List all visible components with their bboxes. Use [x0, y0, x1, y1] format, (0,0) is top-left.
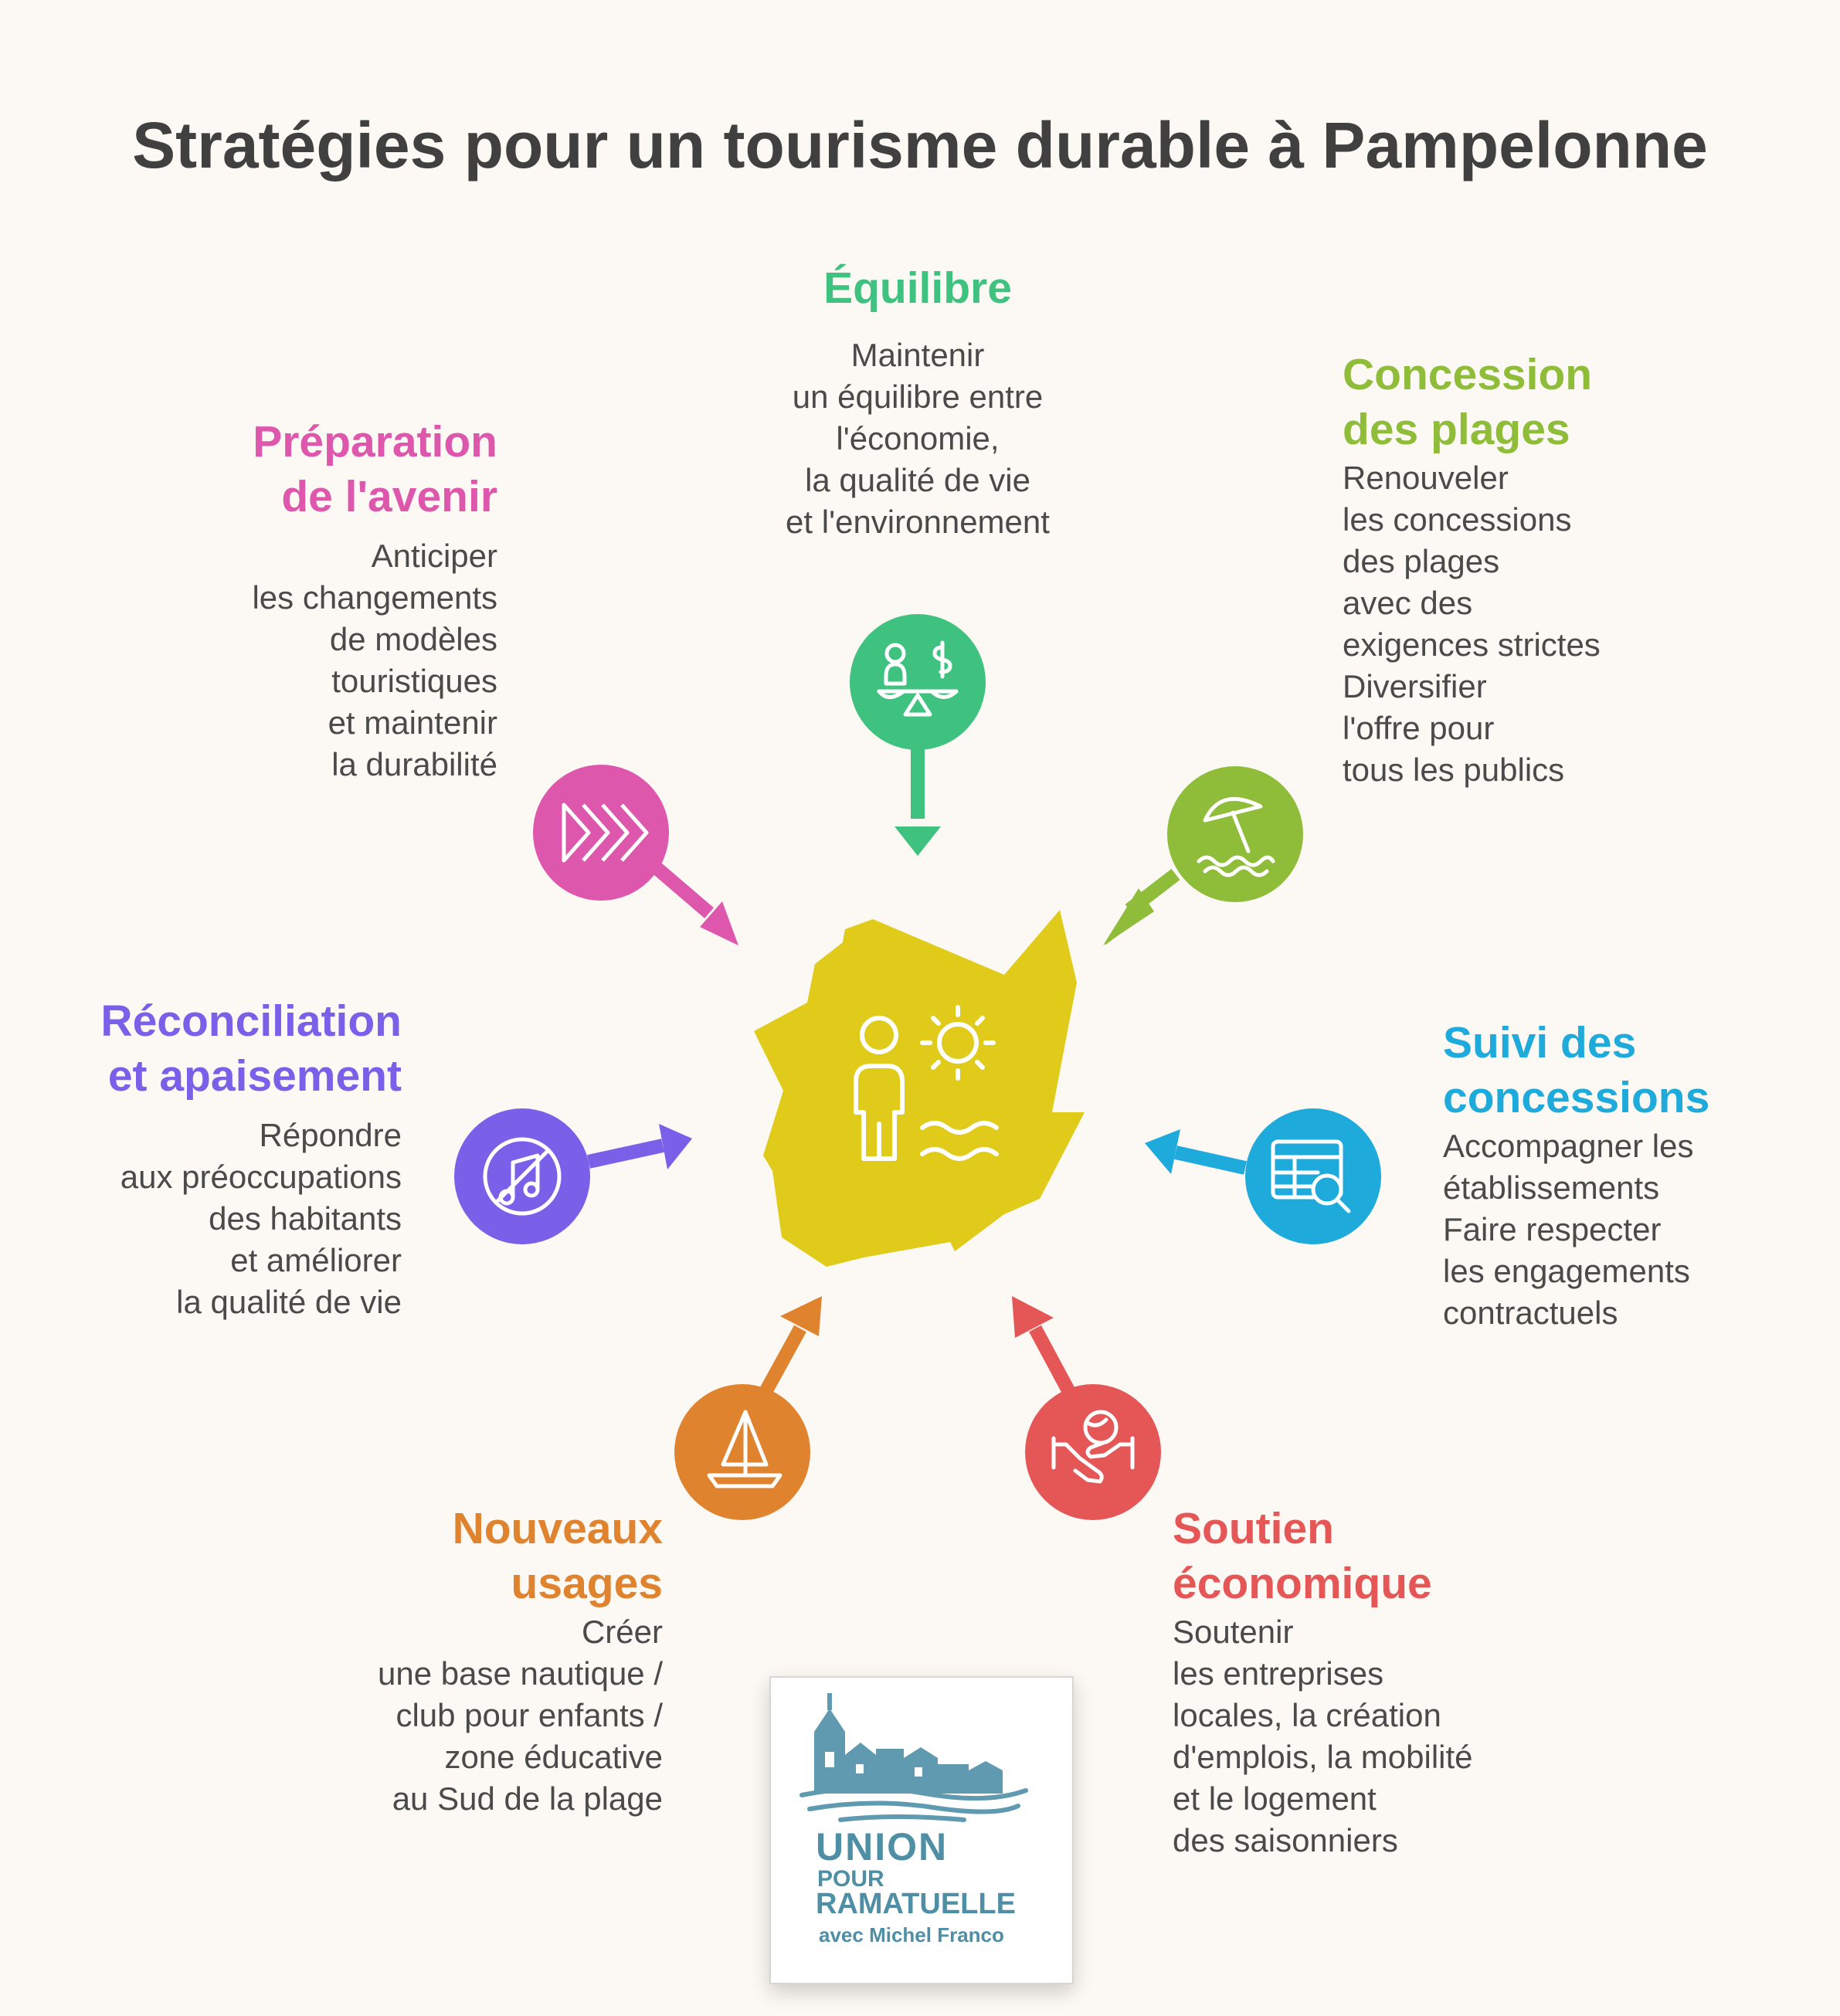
concession-circle[interactable]: [1167, 766, 1303, 902]
preparation-circle[interactable]: [533, 765, 669, 901]
logo-line-pour: POUR: [817, 1866, 884, 1892]
equilibre-description: Maintenir un équilibre entre l'économie, la qualité de vie et l'environnement: [786, 337, 1050, 540]
soutien-description: Soutenir les entreprises locales, la création d'emplois, la mobilité et le logement des saisonniers: [1173, 1614, 1473, 1858]
equilibre-title: Équilibre: [823, 263, 1012, 313]
soutien-title: Soutien économique: [1173, 1504, 1432, 1608]
arrow-nouveaux: [766, 1296, 822, 1390]
nouveaux-description: Créer une base nautique / club pour enfants / zone éducative au Sud de la plage: [378, 1614, 663, 1817]
logo-line-ramatuelle: RAMATUELLE: [816, 1888, 1016, 1920]
strategy-concession: [1343, 348, 1744, 791]
suivi-circle[interactable]: [1245, 1108, 1381, 1244]
union-pour-ramatuelle-logo: [769, 1676, 1074, 1984]
strategy-preparation: [154, 415, 497, 786]
suivi-description: Accompagner les établissements Faire respecter les engagements contractuels: [1443, 1128, 1694, 1331]
strategy-suivi: [1443, 1016, 1814, 1334]
suivi-title: Suivi des concessions: [1443, 1018, 1710, 1122]
logo-line-union: UNION: [816, 1825, 949, 1868]
arrow-suivi: [1145, 1129, 1245, 1174]
concession-title: Concession des plages: [1343, 350, 1593, 454]
strategy-equilibre: [725, 261, 1111, 543]
arrow-reconciliation: [589, 1124, 692, 1169]
strategy-reconciliation: [62, 994, 402, 1323]
village-church-logo-icon: [771, 1678, 1072, 1824]
page-title: Stratégies pour un tourisme durable à Pampelonne: [132, 109, 1708, 182]
arrow-concession: [1103, 874, 1176, 945]
arrow-soutien: [1012, 1296, 1069, 1392]
reconciliation-description: Répondre aux préoccupations des habitants et améliorer la qualité de vie: [120, 1117, 402, 1320]
concession-description: Renouveler les concessions des plages avec des exigences strictes Diversifier l'offre pour tous les publics: [1343, 460, 1601, 788]
arrow-preparation: [655, 867, 738, 945]
logo-line-michel-franco: avec Michel Franco: [819, 1923, 1004, 1946]
soutien-circle[interactable]: [1025, 1384, 1161, 1520]
reconciliation-title: Réconciliation et apaisement: [100, 996, 402, 1101]
arrow-equilibre: [895, 748, 941, 856]
equilibre-circle[interactable]: [850, 614, 986, 750]
reconciliation-circle[interactable]: [454, 1108, 590, 1244]
strategy-soutien: [1173, 1502, 1543, 1862]
center-shape: [754, 910, 1085, 1267]
strategy-nouveaux: [309, 1502, 663, 1820]
preparation-title: Préparation de l'avenir: [253, 417, 497, 521]
nouveaux-circle[interactable]: [674, 1384, 810, 1520]
preparation-description: Anticiper les changements de modèles touristiques et maintenir la durabilité: [252, 538, 497, 782]
nouveaux-title: Nouveaux usages: [452, 1504, 663, 1608]
